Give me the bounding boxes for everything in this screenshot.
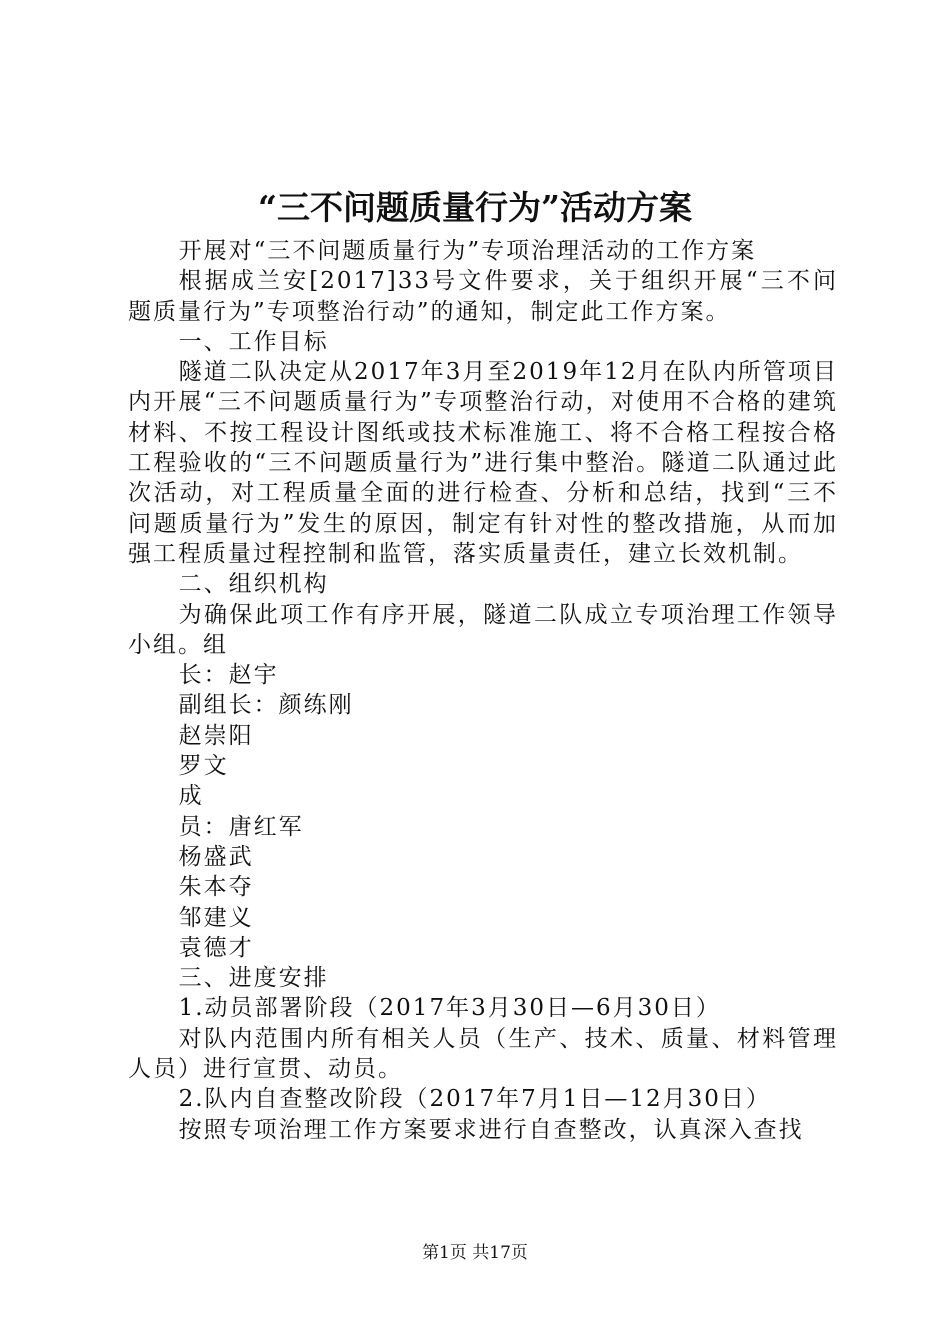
member-line: 员：唐红军 [178, 813, 304, 840]
member-line: 朱本夺 [178, 874, 254, 901]
paragraph-work-goal: 隧道二队决定从2017年3月至2019年12月在队内所管项目内开展“三不问题质量行为”专项整治行动，对使用不合格的建筑材料、不按工程设计图纸或技术标准施工、将不合格工程按合格工程验收的“三不问题质量行为”进行集中整治。隧道二队通过此次活动，对工程质量全面的进行检查、分析和总结，找到“三不问题质量行为”发生的原因，制定有针对性的整改措施，从而加强工程质量过程控制和监管，落实质量责任，建立长效机制。 [128, 359, 838, 567]
paragraph-intro: 开展对“三不问题质量行为”专项治理活动的工作方案 [178, 238, 757, 264]
document-body [128, 236, 838, 1145]
member-line: 成 [178, 783, 204, 810]
paragraph-basis: 根据成兰安[2017]33号文件要求，关于组织开展“三不问题质量行为”专项整治行动”的通知，制定此工作方案。 [128, 268, 838, 325]
member-line: 邹建义 [178, 904, 254, 931]
paragraph-phase-2: 按照专项治理工作方案要求进行自查整改，认真深入查找 [178, 1116, 804, 1143]
member-line: 杨盛武 [178, 843, 254, 870]
document-title: “三不问题质量行为”活动方案 [258, 188, 692, 227]
heading-organization: 二、组织机构 [178, 571, 329, 598]
member-line: 副组长：颜练刚 [178, 692, 354, 719]
heading-schedule: 三、进度安排 [178, 965, 329, 992]
member-line: 罗文 [178, 753, 229, 780]
paragraph-organization: 为确保此项工作有序开展，隧道二队成立专项治理工作领导小组。组 [128, 601, 838, 658]
page-footer: 第1页 共17页 [422, 1243, 528, 1263]
schedule-phase-2: 2.队内自查整改阶段（2017年7月1日—12月30日） [178, 1086, 771, 1113]
member-line: 长：赵宇 [178, 662, 279, 689]
schedule-phase-1: 1.动员部署阶段（2017年3月30日—6月30日） [178, 995, 721, 1022]
heading-work-goal: 一、工作目标 [178, 328, 329, 355]
member-line: 袁德才 [178, 934, 254, 961]
member-line: 赵崇阳 [178, 722, 254, 749]
paragraph-phase-1: 对队内范围内所有相关人员（生产、技术、质量、材料管理人员）进行宣贯、动员。 [128, 1025, 838, 1083]
